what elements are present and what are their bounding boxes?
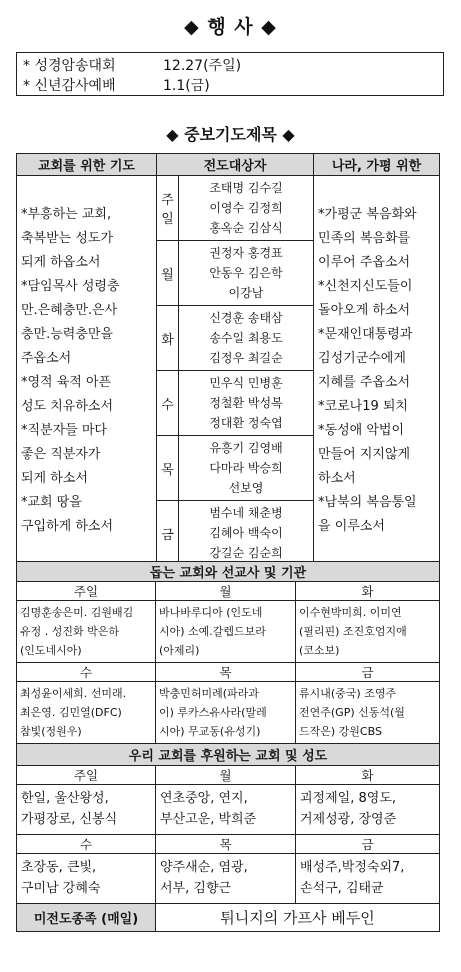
sponsors-cell [156, 785, 296, 835]
cell-line: 연초중앙, 연지, [160, 791, 248, 806]
prayer-line: 축복받는 성도가 [21, 231, 114, 246]
sponsors-cell [296, 785, 440, 835]
cell-line: 초장동, 큰빛, [21, 860, 97, 875]
prayer-line: 지혜를 주옵소서 [318, 375, 411, 390]
sponsors-day: 화 [296, 766, 440, 785]
evangelism-names [179, 371, 314, 436]
header-evangelism: 전도대상자 [157, 154, 314, 176]
cell-line: 드작은) 강원CBS [299, 725, 382, 738]
cell-line: (아제리) [159, 644, 200, 657]
name-line: 김정우 최길순 [209, 351, 283, 365]
name-line: 민우식 민병훈 [209, 376, 283, 390]
event-item [23, 55, 241, 75]
evangelism-day: 월 [157, 241, 179, 306]
evangelism-names [179, 306, 314, 371]
sponsors-day: 목 [156, 835, 296, 854]
cell-line: (코소보) [299, 644, 340, 657]
name-line: 이영수 김정희 [209, 201, 283, 215]
evangelism-day: 목 [157, 436, 179, 501]
missions-table [16, 561, 440, 932]
footer-label: 미전도종족 (매일) [17, 904, 156, 932]
cell-line: 참빛(정원우) [20, 725, 82, 738]
evangelism-names [179, 501, 314, 567]
sponsors-title: 우리 교회를 후원하는 교회 및 성도 [17, 744, 440, 766]
prayer-line: *가평군 복음화와 [318, 207, 417, 222]
prayer-line: 하소서 [318, 471, 356, 486]
evangelism-names [179, 241, 314, 306]
missions-cell [156, 601, 296, 663]
prayer-line: *교회 땅을 [21, 495, 82, 510]
name-line: 정철환 박성복 [209, 396, 283, 410]
cell-line: 유정 . 성진화 박은하 [20, 625, 119, 638]
footer-value: 튀니지의 가프사 베두인 [156, 904, 440, 932]
cell-line: 이수현박미희. 이미연 [299, 606, 402, 619]
evangelism-day: 금 [157, 501, 179, 567]
prayer-line: 구입하게 하소서 [21, 519, 114, 534]
sponsors-cell [17, 785, 156, 835]
name-line: 신경훈 송태삼 [209, 311, 283, 325]
name-line: 조태명 김수길 [209, 181, 283, 195]
evangelism-names [179, 436, 314, 501]
cell-line: 부산고운, 박희준 [160, 812, 257, 827]
nation-prayer-list [314, 176, 440, 567]
name-line: 범수네 채춘병 [209, 506, 283, 520]
name-line: 김혜아 백숙이 [209, 526, 283, 540]
prayer-line: 이루어 주옵소서 [318, 255, 411, 270]
missions-cell [296, 601, 440, 663]
prayer-line: 만들어 지지않게 [318, 447, 411, 462]
missions-day: 금 [296, 663, 440, 682]
event-name: * 성경암송대회 [23, 58, 116, 74]
missions-cell [296, 682, 440, 744]
cell-line: 김명훈송은미. 김원배김 [20, 606, 134, 619]
name-line: 정대환 정숙엽 [209, 416, 283, 430]
sponsors-day: 주일 [17, 766, 156, 785]
cell-line: 시아) 소예.갈렙드보라 [159, 625, 266, 638]
name-line: 권정자 홍경표 [209, 246, 283, 260]
event-date: 1.1(금) [163, 78, 210, 94]
cell-line: 손석구, 김태균 [300, 881, 384, 896]
sponsors-day: 수 [17, 835, 156, 854]
cell-line: 괴정제일, 8영도, [300, 791, 397, 806]
prayer-line: *문재인대통령과 [318, 327, 413, 342]
prayer-line: *신천지신도들이 [318, 279, 413, 294]
prayer-line: *동성애 악법이 [318, 423, 404, 438]
prayer-table [16, 153, 440, 567]
evangelism-names [179, 176, 314, 241]
name-line: 유흥기 김영배 [209, 441, 283, 455]
sponsors-cell [156, 854, 296, 904]
missions-title: 돕는 교회와 선교사 및 기관 [17, 562, 440, 582]
sponsors-cell [17, 854, 156, 904]
cell-line: 최성윤이세희. 선미래. [20, 687, 127, 700]
prayer-line: 주옵소서 [21, 351, 72, 366]
evangelism-day: 수 [157, 371, 179, 436]
header-church: 교회를 위한 기도 [17, 154, 157, 176]
name-line: 다마라 박승희 [209, 461, 283, 475]
cell-line: (필리핀) 조진호엄지애 [299, 625, 407, 638]
cell-line: 박충민허미례(파라과 [159, 687, 259, 700]
cell-line: 최은영. 김민열(DFC) [20, 706, 122, 719]
prayer-line: 성도 치유하소서 [21, 399, 114, 414]
cell-line: 바나바루디아 (인도네 [159, 606, 263, 619]
missions-day: 수 [17, 663, 156, 682]
cell-line: 한일, 울산왕성, [21, 791, 109, 806]
prayer-line: 돌아오게 하소서 [318, 303, 411, 318]
evangelism-day: 화 [157, 306, 179, 371]
prayer-line: *직분자들 마다 [21, 423, 107, 438]
cell-line: 시아) 무교동(유성기) [159, 725, 261, 738]
prayer-line: 만.은혜충만.은사 [21, 303, 118, 318]
sponsors-day: 월 [156, 766, 296, 785]
cell-line: 서부, 김향근 [160, 881, 232, 896]
missions-day: 화 [296, 582, 440, 601]
church-prayer-list [17, 176, 157, 567]
cell-line: 류시내(중국) 조영주 [299, 687, 397, 700]
event-date: 12.27(주일) [163, 58, 242, 74]
header-nation: 나라, 가평 위한 [314, 154, 440, 176]
event-item [23, 75, 210, 95]
cell-line: (인도네시아) [20, 644, 82, 657]
missions-cell [17, 682, 156, 744]
cell-line: 거제성광, 장영준 [300, 812, 397, 827]
name-line: 홍옥순 김삼식 [209, 221, 283, 235]
prayer-line: 되게 하옵소서 [21, 255, 101, 270]
sponsors-day: 금 [296, 835, 440, 854]
prayer-line: *남북의 복음통일 [318, 495, 417, 510]
prayer-line: *부흥하는 교회, [21, 207, 112, 222]
prayer-line: 좋은 직분자가 [21, 447, 101, 462]
prayer-line: *담임목사 성령충 [21, 279, 120, 294]
prayer-line: 김성기군수에게 [318, 351, 406, 366]
prayer-line: 민족의 복음화를 [318, 231, 411, 246]
cell-line: 배성주,박정숙외7, [300, 860, 405, 875]
evangelism-day: 주일 [157, 176, 179, 241]
cell-line: 구미남 강혜숙 [21, 881, 101, 896]
prayer-line: *코로나19 퇴치 [318, 399, 408, 414]
prayer-title: ◆ 중보기도제목 ◆ [166, 125, 295, 144]
prayer-line: 을 이루소서 [318, 519, 385, 534]
missions-cell [156, 682, 296, 744]
missions-day: 목 [156, 663, 296, 682]
missions-cell [17, 601, 156, 663]
cell-line: 이) 루카스유사라(말레 [159, 706, 267, 719]
prayer-line: 충만.능력충만을 [21, 327, 114, 342]
name-line: 안동우 김은학 [209, 266, 283, 280]
prayer-line: *영적 육적 아픈 [21, 375, 112, 390]
name-line: 강길순 김순희 [209, 546, 283, 560]
cell-line: 양주새순, 염광, [160, 860, 248, 875]
name-line: 이강남 [228, 286, 264, 300]
cell-line: 전연주(GP) 신동석(월 [299, 706, 405, 719]
name-line: 선보영 [228, 481, 264, 495]
name-line: 송수일 최용도 [209, 331, 283, 345]
events-title: ◆ 행 사 ◆ [184, 16, 277, 38]
cell-line: 가평장로, 신봉식 [21, 812, 118, 827]
sponsors-cell [296, 854, 440, 904]
missions-day: 주일 [17, 582, 156, 601]
event-name: * 신년감사예배 [23, 78, 116, 94]
events-box [16, 52, 444, 96]
prayer-line: 되게 하소서 [21, 471, 88, 486]
missions-day: 월 [156, 582, 296, 601]
